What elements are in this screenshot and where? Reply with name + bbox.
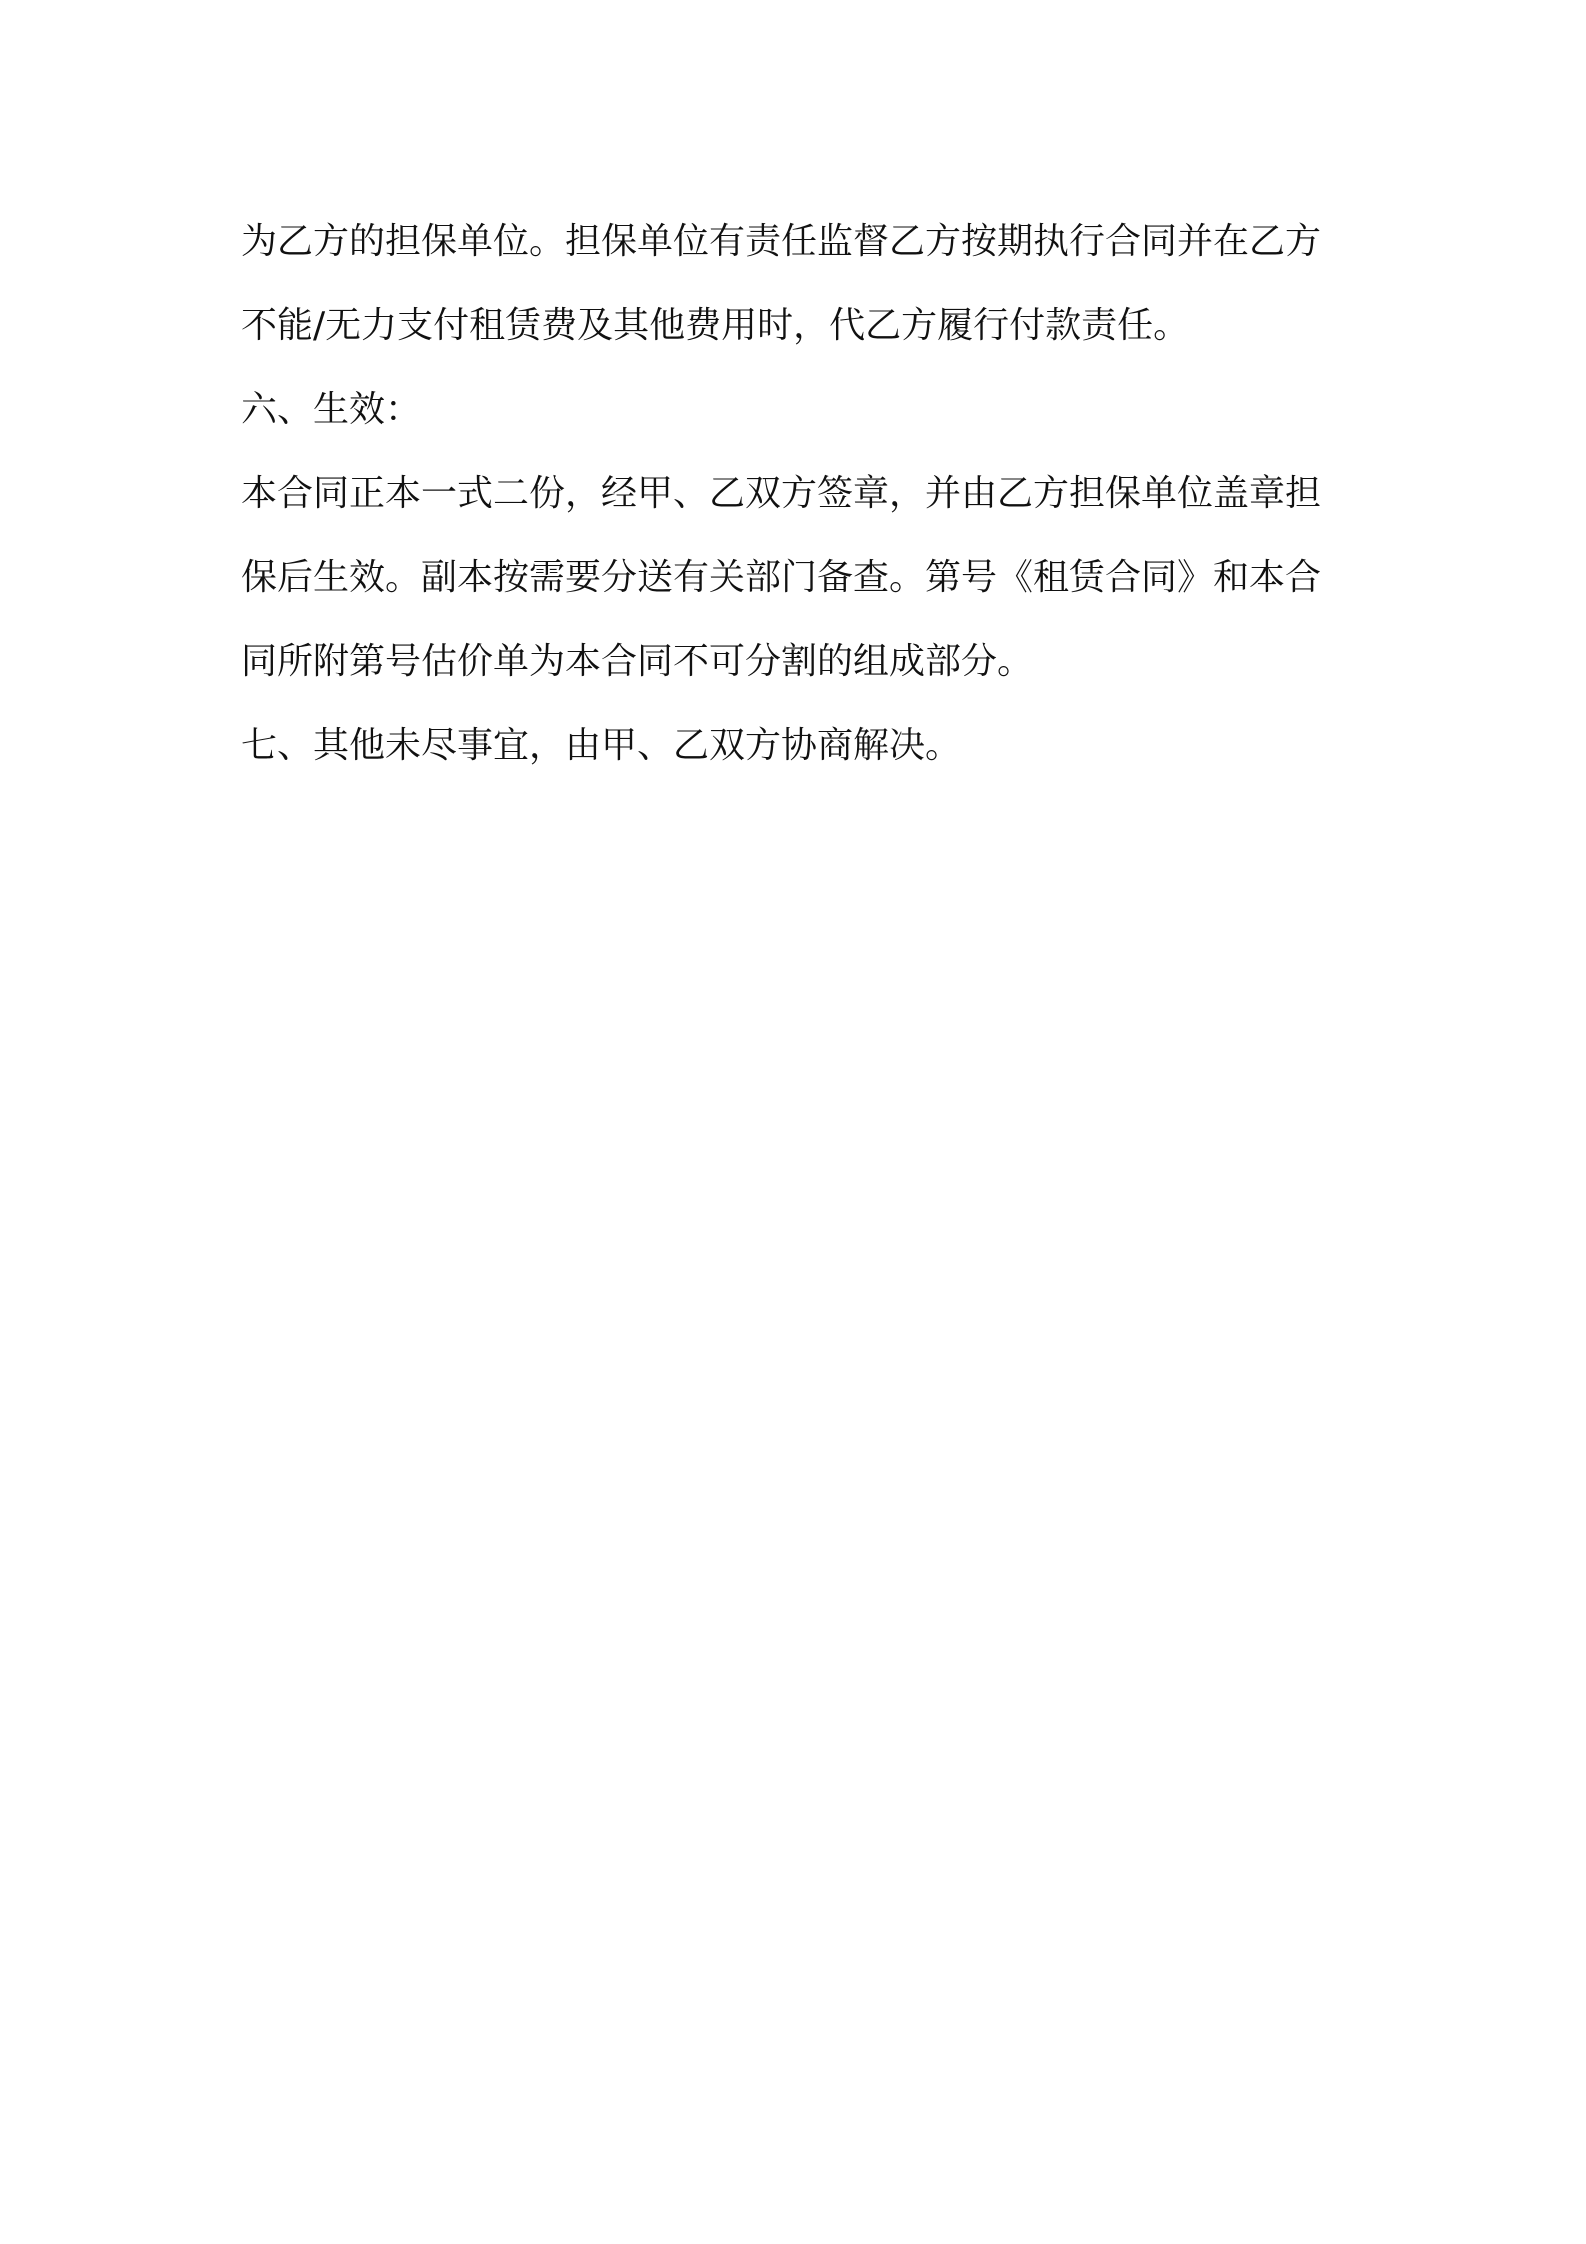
paragraph-effect-line-3: 同所附第号估价单为本合同不可分割的组成部分。 <box>241 641 1034 682</box>
paragraph-guarantor-line-2: 不能/无力支付租赁费及其他费用时，代乙方履行付款责任。 <box>241 305 1190 346</box>
paragraph-guarantor-line-1: 为乙方的担保单位。担保单位有责任监督乙方按期执行合同并在乙方 <box>241 221 1322 262</box>
paragraph-effect-line-1: 本合同正本一式二份，经甲、乙双方签章，并由乙方担保单位盖章担 <box>241 473 1322 514</box>
document-body <box>241 200 1351 788</box>
paragraph-effect-line-2: 保后生效。副本按需要分送有关部门备查。第号《租赁合同》和本合 <box>241 557 1322 598</box>
section-other-matters: 七、其他未尽事宜，由甲、乙双方协商解决。 <box>241 725 962 766</box>
section-heading-effect: 六、生效： <box>241 389 422 430</box>
